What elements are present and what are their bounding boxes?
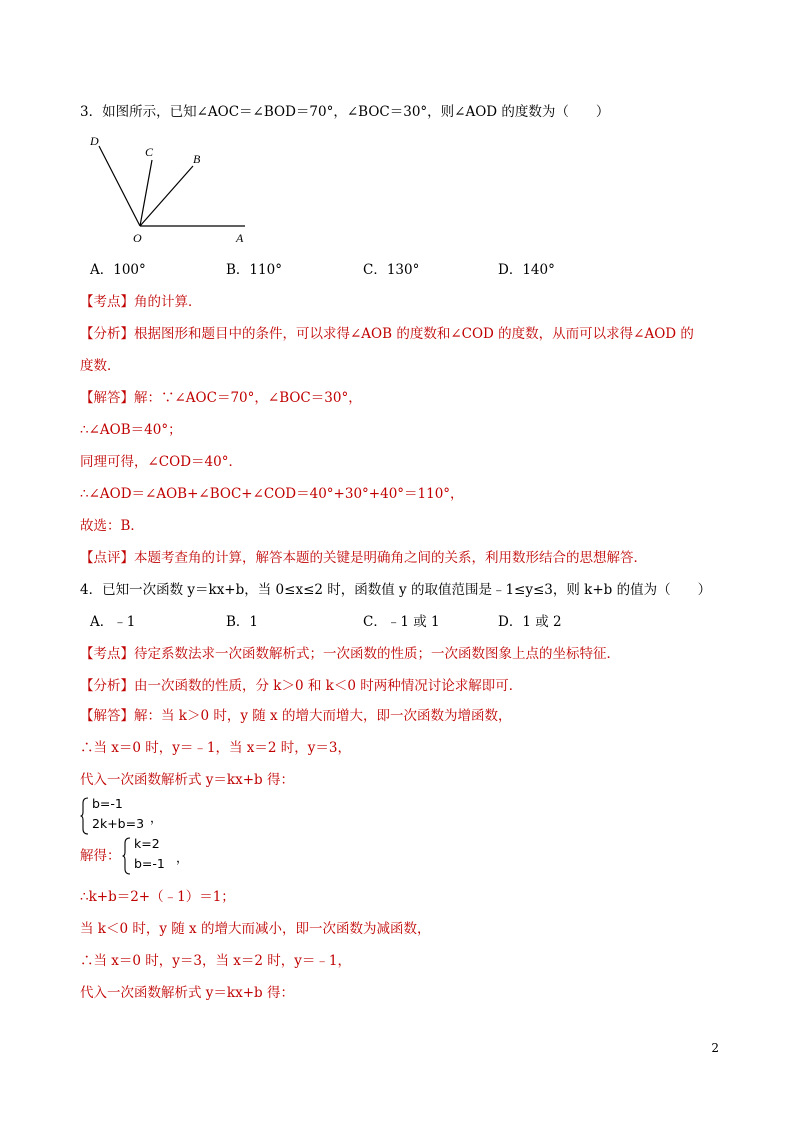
q4-option-d: D．1 或 2 [498, 614, 562, 630]
q3-option-b: B．110° [226, 262, 282, 278]
q4-jieda-line-6: ∴当 x＝0 时，y＝3，当 x＝2 时，y＝﹣1， [80, 953, 352, 969]
system-2-eq-1: k=2 [134, 836, 160, 851]
q3-fenxi [80, 324, 694, 344]
q4-fenxi-tag: 【分析】 [80, 678, 134, 694]
q4-jieda-tag: 【解答】 [80, 708, 134, 724]
q3-jieda-line-3: 同理可得，∠COD＝40°． [80, 454, 242, 470]
q3-jieda-line-4: ∴∠AOD＝∠AOB+∠BOC+∠COD＝40°+30°+40°＝110°， [80, 486, 464, 502]
q4-jieda-line-3: 代入一次函数解析式 y＝kx+b 得： [80, 772, 294, 788]
q3-jieda-tag: 【解答】 [80, 390, 134, 406]
label-a: A [236, 231, 244, 245]
ray-ob [140, 166, 193, 226]
q4-jieda [80, 706, 511, 726]
q4-option-c: C．﹣1 或 1 [363, 614, 440, 630]
system-2-tail: ， [176, 850, 189, 865]
q3-jieda-line-5: 故选：B． [80, 518, 144, 534]
q4-jieda-text-1: 解：当 k＞0 时，y 随 x 的增大而增大，即一次函数为增函数， [134, 708, 512, 724]
q4-system-1 [80, 796, 170, 836]
q3-kaodian-text: 角的计算． [134, 294, 202, 310]
system-1-eq-2: 2k+b=3 [92, 816, 145, 831]
ray-oc [140, 160, 152, 226]
page-number: 2 [711, 1041, 719, 1055]
q3-angle-figure [85, 128, 255, 248]
label-c: C [145, 145, 154, 159]
label-b: B [193, 152, 201, 166]
q3-stem: 如图所示，已知∠AOC＝∠BOD＝70°，∠BOC＝30°，则∠AOD 的度数为（ ） [102, 104, 610, 120]
q4-jieda-line-4: ∴k+b＝2+（﹣1）＝1； [80, 889, 235, 905]
q3-dianping-tag: 【点评】 [80, 550, 134, 566]
q3-kaodian-tag: 【考点】 [80, 294, 134, 310]
system-1-brace [80, 797, 90, 835]
q4-kaodian [80, 644, 620, 664]
q3-option-a: A．100° [90, 262, 146, 278]
system-1-eq-1: b=-1 [92, 796, 123, 811]
q3-number: 3． [80, 104, 103, 120]
q4-fenxi-text: 由一次函数的性质，分 k＞0 和 k＜0 时两种情况讨论求解即可． [134, 678, 523, 694]
q4-jieda-line-7: 代入一次函数解析式 y＝kx+b 得： [80, 985, 294, 1001]
q3-fenxi-line-2: 度数． [80, 358, 121, 374]
q3-fenxi-tag: 【分析】 [80, 326, 134, 342]
system-1-tail: ， [150, 810, 163, 825]
q4-stem-line [80, 580, 711, 600]
q3-stem-line [80, 102, 609, 122]
q4-fenxi [80, 676, 522, 696]
q4-kaodian-text: 待定系数法求一次函数解析式；一次函数的性质；一次函数图象上点的坐标特征． [134, 646, 620, 662]
q3-kaodian [80, 292, 202, 312]
system-2-eq-2: b=-1 [134, 856, 165, 871]
q4-jieda-line-2: ∴当 x＝0 时，y＝﹣1，当 x＝2 时，y＝3， [80, 740, 352, 756]
label-o: O [133, 231, 142, 245]
label-d: D [90, 134, 99, 148]
q4-system-2 [122, 836, 202, 876]
q3-jieda-text-1: 解：∵∠AOC＝70°，∠BOC＝30°， [134, 390, 362, 406]
ray-od [99, 146, 140, 226]
q3-option-d: D．140° [498, 262, 555, 278]
q3-option-c: C．130° [363, 262, 420, 278]
q4-solve-label: 解得： [80, 848, 121, 864]
q3-dianping-text: 本题考查角的计算，解答本题的关键是明确角之间的关系，利用数形结合的思想解答． [134, 550, 647, 566]
q4-jieda-line-5: 当 k＜0 时，y 随 x 的增大而减小，即一次函数为减函数， [80, 921, 431, 937]
q3-jieda [80, 388, 362, 408]
q4-stem: 已知一次函数 y＝kx+b，当 0≤x≤2 时，函数值 y 的取值范围是﹣1≤y≤3，则 k+b 的值为（ ） [102, 582, 712, 598]
q4-option-a: A．﹣1 [90, 614, 136, 630]
q4-number: 4． [80, 582, 103, 598]
q3-dianping [80, 548, 647, 568]
q3-jieda-line-2: ∴∠AOB＝40°； [80, 422, 182, 438]
system-2-brace [122, 837, 132, 875]
q4-kaodian-tag: 【考点】 [80, 646, 134, 662]
q4-option-b: B．1 [226, 614, 259, 630]
q3-fenxi-text-1: 根据图形和题目中的条件，可以求得∠AOB 的度数和∠COD 的度数，从而可以求得∠AOD 的 [134, 326, 694, 342]
